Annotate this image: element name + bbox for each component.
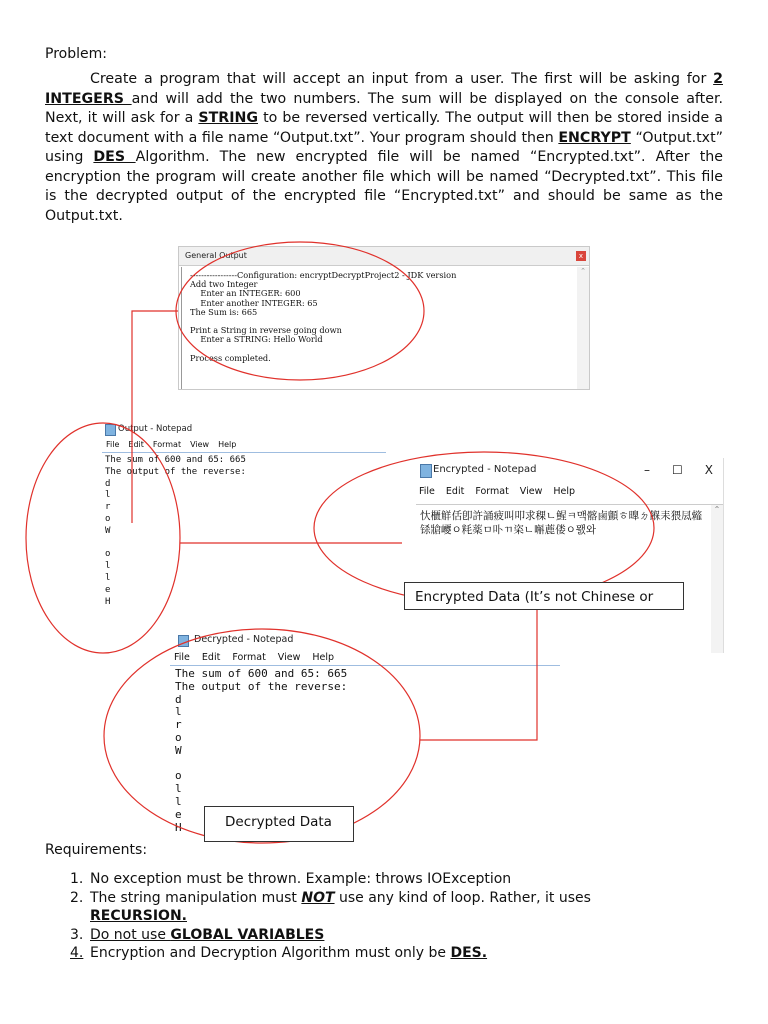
encrypted-content[interactable]: 忕櫃觧佸卽許誦疲叫叩求稞ㄴ鯹ㅋ맥髂鹵顫ㅎ曍ㄉ䭋耒猥凨䪢铩牄巎ㅇ粍薬ㅁ卟ㄲ栥ㄴ嘝蔍偻ㅇ뫬와 <box>420 510 703 536</box>
close-icon[interactable]: x <box>576 251 586 261</box>
keyword-string: STRING <box>198 110 258 126</box>
chevron-up-icon[interactable]: ⌃ <box>713 505 721 514</box>
keyword-not: NOT <box>301 889 335 906</box>
menu-edit[interactable]: Edit <box>445 486 465 497</box>
output-notepad-content[interactable]: The sum of 600 and 65: 665 The output of the reverse: d l r o W o l l e H <box>105 455 246 607</box>
problem-text-4: “Output.txt” using <box>45 129 723 165</box>
list-number: 4. <box>70 945 84 961</box>
menu-format[interactable]: Format <box>152 440 182 449</box>
connector-console-output <box>132 311 178 523</box>
keyword-recursion: RECURSION. <box>90 908 187 924</box>
menu-help[interactable]: Help <box>218 440 237 449</box>
list-number: 2. <box>70 889 84 906</box>
keyword-des: DES. <box>450 945 488 961</box>
encrypted-notepad-title: Encrypted - Notepad <box>433 464 537 475</box>
minimize-icon[interactable]: – <box>644 463 650 477</box>
menu-format[interactable]: Format <box>475 486 509 497</box>
connector-encrypted-decrypted <box>420 610 537 740</box>
general-output-title: General Output <box>179 247 589 266</box>
problem-text-1: Create a program that will accept an input from a user. The first will be asking for <box>90 71 714 87</box>
requirements-heading: Requirements: <box>45 842 148 858</box>
problem-text-2: and will add the two numbers. The sum will be displayed on the console after. Next, it will ask for a <box>45 90 723 126</box>
console-output: -----------------Configuration: encryptDecryptProject2 - JDK version Add two Integer Enter an INTEGER: 600 Enter another INTEGER: 65 The Sum is: 665 Print a String in reverse going down Enter a STRING: Hello World Process completed. <box>181 267 575 389</box>
keyword-global-variables: GLOBAL VARIABLES <box>170 926 325 943</box>
problem-text-5: Algorithm. The new encrypted file will be named “Encrypted.txt”. After the encryption the program will create another file which will be named “Decrypted.txt”. This file is the decrypted output of the encrypted file “Encrypted.txt” and should be same as the Output.txt. <box>45 149 723 224</box>
decrypted-notepad-content[interactable]: The sum of 600 and 65: 665 The output of the reverse: d l r o W o l l e H <box>175 667 348 834</box>
output-notepad-title: Output - Notepad <box>118 424 193 434</box>
menu-file[interactable]: File <box>419 486 435 497</box>
menu-view[interactable]: View <box>190 440 210 449</box>
requirement-item <box>70 870 690 889</box>
keyword-des: DES <box>93 149 136 165</box>
requirement-text: The string manipulation must <box>90 889 302 906</box>
requirement-text: use any kind of loop. Rather, it uses <box>334 889 591 906</box>
requirement-text: No exception must be thrown. Example: throws IOException <box>90 871 512 887</box>
menu-edit[interactable]: Edit <box>128 440 144 449</box>
keyword-2-integers: 2 INTEGERS <box>45 71 723 107</box>
menu-help[interactable]: Help <box>553 486 576 497</box>
requirement-item <box>70 944 690 963</box>
menu-view[interactable]: View <box>277 652 301 663</box>
menu-edit[interactable]: Edit <box>201 652 221 663</box>
decrypted-data-callout: Decrypted Data <box>204 806 354 842</box>
decrypted-notepad-title: Decrypted - Notepad <box>194 634 294 645</box>
chevron-up-icon[interactable]: ⌃ <box>580 267 586 275</box>
close-icon[interactable]: X <box>704 463 713 477</box>
problem-heading: Problem: <box>45 46 107 62</box>
requirements-list <box>70 870 690 963</box>
encrypted-data-callout: Encrypted Data (It’s not Chinese or <box>404 582 684 610</box>
maximize-icon[interactable]: ☐ <box>672 463 683 477</box>
list-number: 1. <box>70 871 84 887</box>
annotation-ellipse-console <box>176 242 424 380</box>
menu-view[interactable]: View <box>519 486 543 497</box>
requirement-text: Do not use <box>90 926 171 943</box>
menu-file[interactable]: File <box>174 652 190 663</box>
keyword-encrypt: ENCRYPT <box>558 129 631 146</box>
requirement-item <box>70 889 690 926</box>
menu-file[interactable]: File <box>106 440 120 449</box>
annotation-ellipse-output <box>26 423 180 653</box>
menu-format[interactable]: Format <box>232 652 266 663</box>
menu-help[interactable]: Help <box>312 652 335 663</box>
problem-text-3: to be reversed vertically. The output will then be stored inside a text document with a file name “Output.txt”. Your program should then <box>45 110 723 146</box>
list-number: 3. <box>70 926 84 943</box>
requirement-item <box>70 926 690 945</box>
requirement-text: Encryption and Decryption Algorithm must only be <box>90 945 451 961</box>
